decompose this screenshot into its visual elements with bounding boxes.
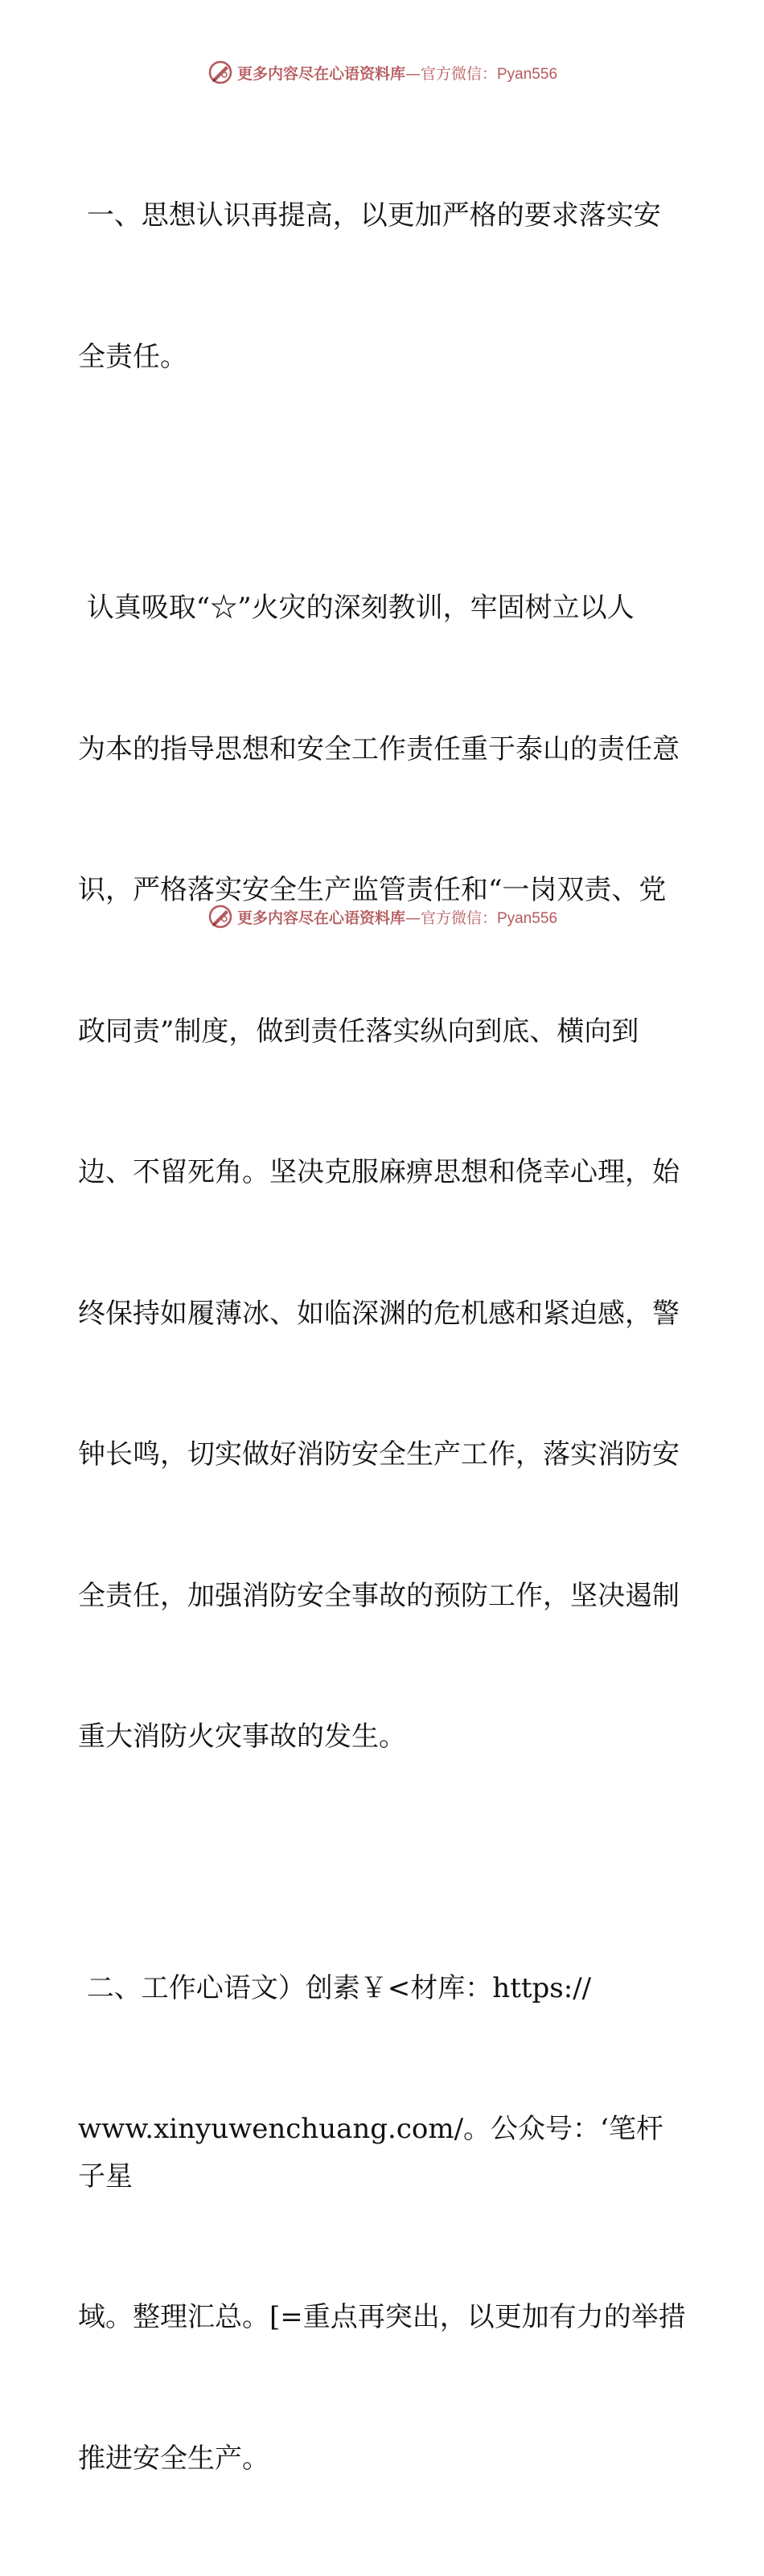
footer-separator: — [405,909,421,927]
paragraph-line: 域。整理汇总。[=重点再突出，以更加有力的举措 [78,2294,689,2341]
paragraph-line: 识，严格落实安全生产监管责任和“一岗双责、党 [78,867,689,914]
footer-banner-text [237,906,557,928]
paragraph-line: www.xinyuwenchuang.com/。公众号：‘笔杆子星 [78,2106,689,2200]
footer-banner-inner [207,903,557,930]
footer-banner [0,900,764,933]
pen-logo-icon [207,59,234,86]
paragraph-3 [78,1871,689,2576]
paragraph-line: 边、不留死角。坚决克服麻痹思想和侥幸心理，始 [78,1149,689,1196]
paragraph-line: 为本的指导思想和安全工作责任重于泰山的责任意 [78,726,689,773]
header-banner-text [237,62,557,84]
paragraph-line: 终保持如履薄冰、如临深渊的危机感和紧迫感，警 [78,1290,689,1338]
paragraph-gap [78,474,689,490]
pen-logo-icon [207,903,234,930]
footer-label: 官方微信： [421,909,497,927]
header-separator: — [405,65,421,83]
header-banner-inner [207,59,557,86]
header-banner [0,56,764,88]
paragraph-line: 钟长鸣，切实做好消防安全生产工作，落实消防安 [78,1431,689,1479]
paragraph-line: 全责任，加强消防安全事故的预防工作，坚决遏制 [78,1573,689,1620]
paragraph-line: 政同责”制度，做到责任落实纵向到底、横向到 [78,1008,689,1056]
paragraph-line: 一、思想认识再提高，以更加严格的要求落实安 [78,192,689,240]
paragraph-line: 重大消防火灾事故的发生。 [78,1713,689,1761]
header-brand: 更多内容尽在心语资料库 [237,65,405,83]
paragraph-line: 二、工作心语文）创素￥<材库：https:// [78,1965,689,2012]
paragraph-line: 认真吸取“☆”火灾的深刻教训，牢固树立以人 [78,585,689,632]
footer-wechat-id: Pyan556 [497,910,557,927]
footer-brand: 更多内容尽在心语资料库 [237,909,405,927]
paragraph-1 [78,98,689,474]
header-wechat-id: Pyan556 [497,66,557,83]
header-label: 官方微信： [421,65,497,83]
paragraph-line: 推进安全生产。 [78,2435,689,2483]
paragraph-2 [78,490,689,1855]
document-body [78,98,689,2576]
paragraph-gap [78,1855,689,1871]
paragraph-line: 全责任。 [78,334,689,381]
